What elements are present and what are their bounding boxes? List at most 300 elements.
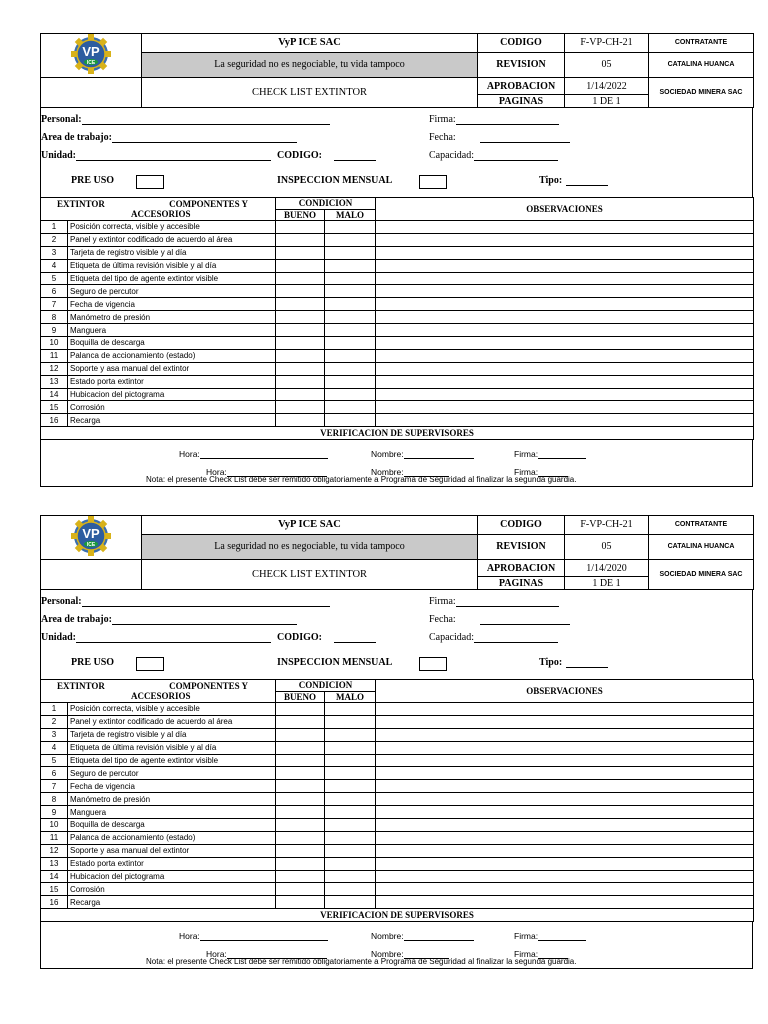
- table-row: [41, 767, 754, 780]
- item-label: Recarga: [68, 414, 276, 427]
- logo-cell: [41, 516, 142, 560]
- item-label: Posición correcta, visible y accesible: [68, 221, 276, 234]
- item-label: Palanca de accionamiento (estado): [68, 831, 276, 844]
- observaciones-cell[interactable]: [376, 285, 754, 298]
- bueno-cell[interactable]: [276, 337, 325, 350]
- bueno-cell[interactable]: [276, 388, 325, 401]
- hora-label: Hora:: [206, 467, 227, 478]
- nombre-label: Nombre:: [371, 949, 404, 960]
- table-row: [41, 414, 754, 427]
- item-number: 11: [41, 349, 68, 362]
- bueno-cell[interactable]: [276, 870, 325, 883]
- item-number: 1: [41, 221, 68, 234]
- inspeccion-label: INSPECCION MENSUAL: [277, 657, 393, 668]
- table-row: [41, 715, 754, 728]
- bueno-cell[interactable]: [276, 298, 325, 311]
- malo-cell[interactable]: [325, 311, 376, 324]
- bueno-cell[interactable]: [276, 259, 325, 272]
- item-number: 6: [41, 285, 68, 298]
- observaciones-header: OBSERVACIONES: [376, 198, 754, 221]
- observaciones-cell[interactable]: [376, 793, 754, 806]
- item-label: Soporte y asa manual del extintor: [68, 844, 276, 857]
- malo-cell[interactable]: [325, 754, 376, 767]
- unidad-field[interactable]: [41, 632, 271, 643]
- codigo-field[interactable]: [277, 632, 376, 643]
- pre-uso-label: PRE USO: [71, 657, 115, 668]
- bueno-cell[interactable]: [276, 362, 325, 375]
- extintor-header: EXTINTOR: [57, 199, 105, 209]
- item-number: 2: [41, 233, 68, 246]
- condicion-header: CONDICION: [276, 680, 376, 692]
- malo-cell[interactable]: [325, 259, 376, 272]
- tipo-field[interactable]: [539, 657, 608, 668]
- item-number: 12: [41, 362, 68, 375]
- observaciones-cell[interactable]: [376, 349, 754, 362]
- malo-cell[interactable]: [325, 375, 376, 388]
- bueno-cell[interactable]: [276, 324, 325, 337]
- item-number: 12: [41, 844, 68, 857]
- inspeccion-checkbox[interactable]: [419, 175, 447, 189]
- item-label: Soporte y asa manual del extintor: [68, 362, 276, 375]
- company-motto: La seguridad no es negociable, tu vida tampoco: [142, 52, 478, 77]
- malo-cell[interactable]: [325, 819, 376, 832]
- malo-cell[interactable]: [325, 298, 376, 311]
- observaciones-cell[interactable]: [376, 780, 754, 793]
- codigo-field-label: CODIGO:: [277, 632, 322, 643]
- personal-field[interactable]: [41, 596, 330, 607]
- malo-cell[interactable]: [325, 896, 376, 909]
- codigo-label: CODIGO: [478, 516, 565, 535]
- bueno-cell[interactable]: [276, 414, 325, 427]
- bueno-cell[interactable]: [276, 375, 325, 388]
- malo-cell[interactable]: [325, 741, 376, 754]
- observaciones-cell[interactable]: [376, 388, 754, 401]
- logo-text: VP: [82, 44, 100, 59]
- item-label: Manguera: [68, 324, 276, 337]
- table-row: [41, 349, 754, 362]
- item-number: 10: [41, 819, 68, 832]
- bueno-cell[interactable]: [276, 715, 325, 728]
- item-label: Fecha de vigencia: [68, 780, 276, 793]
- contratante-value: CATALINA HUANCA: [649, 52, 754, 77]
- malo-cell[interactable]: [325, 780, 376, 793]
- firma-field[interactable]: [429, 596, 559, 607]
- malo-cell[interactable]: [325, 703, 376, 716]
- logo-text: VP: [82, 526, 100, 541]
- observaciones-cell[interactable]: [376, 754, 754, 767]
- observaciones-cell[interactable]: [376, 896, 754, 909]
- item-number: 5: [41, 754, 68, 767]
- aprobacion-label: APROBACION: [478, 78, 565, 95]
- pre-uso-label: PRE USO: [71, 175, 115, 186]
- table-row: [41, 221, 754, 234]
- item-label: Palanca de accionamiento (estado): [68, 349, 276, 362]
- table-row: [41, 703, 754, 716]
- firma-sup-label: Firma:: [514, 467, 539, 478]
- item-number: 8: [41, 793, 68, 806]
- bueno-cell[interactable]: [276, 896, 325, 909]
- observaciones-cell[interactable]: [376, 401, 754, 414]
- tipo-label: Tipo:: [539, 657, 563, 668]
- item-number: 15: [41, 401, 68, 414]
- bueno-cell[interactable]: [276, 703, 325, 716]
- item-label: Hubicacion del pictograma: [68, 388, 276, 401]
- area-label: Area de trabajo:: [41, 132, 112, 143]
- table-row: [41, 754, 754, 767]
- table-row: [41, 819, 754, 832]
- company-name: VyP ICE SAC: [142, 34, 478, 53]
- observaciones-cell[interactable]: [376, 298, 754, 311]
- item-number: 8: [41, 311, 68, 324]
- observaciones-cell[interactable]: [376, 715, 754, 728]
- checklist-sheet-1: [40, 33, 753, 487]
- bueno-cell[interactable]: [276, 272, 325, 285]
- codigo-value: F-VP-CH-21: [565, 34, 649, 53]
- hora-field-1[interactable]: [179, 931, 328, 941]
- unidad-label: Unidad:: [41, 632, 77, 643]
- logo-subtext: ICE: [86, 542, 96, 548]
- item-number: 14: [41, 388, 68, 401]
- bueno-cell[interactable]: [276, 741, 325, 754]
- bueno-header: BUENO: [276, 691, 325, 703]
- table-row: [41, 401, 754, 414]
- item-label: Fecha de vigencia: [68, 298, 276, 311]
- observaciones-cell[interactable]: [376, 728, 754, 741]
- nota-text: Nota: el presente Check List debe ser remitido obligatoriamente a Programa de Seguridad al finalizar la segunda guardia.: [146, 475, 577, 485]
- capacidad-field[interactable]: [429, 632, 558, 643]
- table-row: [41, 728, 754, 741]
- personal-label: Personal:: [41, 596, 82, 607]
- bueno-cell[interactable]: [276, 233, 325, 246]
- item-number: 13: [41, 375, 68, 388]
- bueno-cell[interactable]: [276, 221, 325, 234]
- malo-cell[interactable]: [325, 221, 376, 234]
- item-label: Panel y extintor codificado de acuerdo al área: [68, 715, 276, 728]
- paginas-label: PAGINAS: [478, 577, 565, 590]
- company-logo-icon: [60, 516, 122, 556]
- observaciones-header: OBSERVACIONES: [376, 680, 754, 703]
- document-title: CHECK LIST EXTINTOR: [142, 78, 478, 108]
- item-number: 11: [41, 831, 68, 844]
- pre-uso-checkbox[interactable]: [136, 657, 164, 671]
- malo-cell[interactable]: [325, 715, 376, 728]
- fecha-field[interactable]: [429, 614, 570, 625]
- observaciones-cell[interactable]: [376, 819, 754, 832]
- bueno-cell[interactable]: [276, 311, 325, 324]
- item-number: 5: [41, 272, 68, 285]
- observaciones-cell[interactable]: [376, 324, 754, 337]
- malo-cell[interactable]: [325, 324, 376, 337]
- bueno-cell[interactable]: [276, 728, 325, 741]
- firma-label: Firma:: [429, 596, 456, 607]
- supervisors-section: [40, 922, 753, 969]
- observaciones-cell[interactable]: [376, 703, 754, 716]
- item-number: 6: [41, 767, 68, 780]
- checklist-table: [40, 197, 754, 440]
- item-number: 13: [41, 857, 68, 870]
- bueno-cell[interactable]: [276, 246, 325, 259]
- observaciones-cell[interactable]: [376, 246, 754, 259]
- item-label: Boquilla de descarga: [68, 819, 276, 832]
- table-row: [41, 831, 754, 844]
- malo-cell[interactable]: [325, 401, 376, 414]
- malo-cell[interactable]: [325, 272, 376, 285]
- table-row: [41, 375, 754, 388]
- verificacion-header: VERIFICACION DE SUPERVISORES: [41, 427, 754, 440]
- observaciones-cell[interactable]: [376, 259, 754, 272]
- aprobacion-value: 1/14/2022: [565, 78, 649, 95]
- item-number: 16: [41, 896, 68, 909]
- area-label: Area de trabajo:: [41, 614, 112, 625]
- observaciones-cell[interactable]: [376, 362, 754, 375]
- codigo-field[interactable]: [277, 150, 376, 161]
- bueno-cell[interactable]: [276, 793, 325, 806]
- malo-cell[interactable]: [325, 806, 376, 819]
- malo-cell[interactable]: [325, 883, 376, 896]
- firma-sup-label: Firma:: [514, 931, 539, 942]
- company-name: VyP ICE SAC: [142, 516, 478, 535]
- bueno-cell[interactable]: [276, 857, 325, 870]
- bueno-header: BUENO: [276, 209, 325, 221]
- item-label: Estado porta extintor: [68, 857, 276, 870]
- personal-label: Personal:: [41, 114, 82, 125]
- table-row: [41, 233, 754, 246]
- aprobacion-value: 1/14/2020: [565, 560, 649, 577]
- item-label: Etiqueta de última revisión visible y al día: [68, 259, 276, 272]
- nombre-label: Nombre:: [371, 931, 404, 942]
- observaciones-cell[interactable]: [376, 272, 754, 285]
- supervisors-section: [40, 440, 753, 487]
- bueno-cell[interactable]: [276, 285, 325, 298]
- codigo-label: CODIGO: [478, 34, 565, 53]
- item-number: 7: [41, 780, 68, 793]
- company-logo-icon: [60, 34, 122, 74]
- bueno-cell[interactable]: [276, 349, 325, 362]
- table-row: [41, 324, 754, 337]
- item-label: Manómetro de presión: [68, 311, 276, 324]
- item-label: Estado porta extintor: [68, 375, 276, 388]
- bueno-cell[interactable]: [276, 819, 325, 832]
- tipo-label: Tipo:: [539, 175, 563, 186]
- paginas-value: 1 DE 1: [565, 577, 649, 590]
- hora-label: Hora:: [179, 449, 200, 460]
- item-number: 9: [41, 324, 68, 337]
- bueno-cell[interactable]: [276, 780, 325, 793]
- table-row: [41, 298, 754, 311]
- observaciones-cell[interactable]: [376, 375, 754, 388]
- capacidad-label: Capacidad:: [429, 632, 474, 643]
- malo-cell[interactable]: [325, 285, 376, 298]
- capacidad-field[interactable]: [429, 150, 558, 161]
- observaciones-cell[interactable]: [376, 831, 754, 844]
- componentes-header: COMPONENTES Y: [169, 199, 249, 209]
- item-label: Manómetro de presión: [68, 793, 276, 806]
- components-header: [41, 680, 276, 703]
- tipo-field[interactable]: [539, 175, 608, 186]
- table-row: [41, 259, 754, 272]
- inspeccion-label: INSPECCION MENSUAL: [277, 175, 393, 186]
- malo-cell[interactable]: [325, 388, 376, 401]
- observaciones-cell[interactable]: [376, 767, 754, 780]
- observaciones-cell[interactable]: [376, 221, 754, 234]
- item-label: Posición correcta, visible y accesible: [68, 703, 276, 716]
- malo-cell[interactable]: [325, 793, 376, 806]
- malo-cell[interactable]: [325, 246, 376, 259]
- item-number: 4: [41, 259, 68, 272]
- paginas-value: 1 DE 1: [565, 95, 649, 108]
- item-label: Manguera: [68, 806, 276, 819]
- revision-label: REVISION: [478, 52, 565, 77]
- item-number: 9: [41, 806, 68, 819]
- malo-cell[interactable]: [325, 767, 376, 780]
- accesorios-header: ACCESORIOS: [131, 691, 191, 701]
- revision-value: 05: [565, 52, 649, 77]
- aprobacion-label: APROBACION: [478, 560, 565, 577]
- checklist-sheet-2: [40, 515, 753, 969]
- table-row: [41, 362, 754, 375]
- table-row: [41, 793, 754, 806]
- unidad-field[interactable]: [41, 150, 271, 161]
- observaciones-cell[interactable]: [376, 806, 754, 819]
- item-label: Hubicacion del pictograma: [68, 870, 276, 883]
- observaciones-cell[interactable]: [376, 233, 754, 246]
- nombre-label: Nombre:: [371, 449, 404, 460]
- table-row: [41, 741, 754, 754]
- item-label: Etiqueta del tipo de agente extintor visible: [68, 272, 276, 285]
- table-row: [41, 337, 754, 350]
- logo-cell: [41, 34, 142, 78]
- paginas-label: PAGINAS: [478, 95, 565, 108]
- malo-cell[interactable]: [325, 844, 376, 857]
- item-number: 4: [41, 741, 68, 754]
- contratante-label: CONTRATANTE: [649, 516, 754, 535]
- item-label: Corrosión: [68, 883, 276, 896]
- contratante-value: CATALINA HUANCA: [649, 534, 754, 559]
- observaciones-cell[interactable]: [376, 844, 754, 857]
- company-motto: La seguridad no es negociable, tu vida tampoco: [142, 534, 478, 559]
- hora-field-1[interactable]: [179, 449, 328, 459]
- item-number: 3: [41, 246, 68, 259]
- codigo-field-label: CODIGO:: [277, 150, 322, 161]
- firma-field[interactable]: [429, 114, 559, 125]
- fecha-label: Fecha:: [429, 132, 456, 143]
- observaciones-cell[interactable]: [376, 311, 754, 324]
- item-number: 16: [41, 414, 68, 427]
- item-number: 7: [41, 298, 68, 311]
- bueno-cell[interactable]: [276, 883, 325, 896]
- table-row: [41, 883, 754, 896]
- item-number: 2: [41, 715, 68, 728]
- bueno-cell[interactable]: [276, 831, 325, 844]
- table-row: [41, 870, 754, 883]
- pre-uso-checkbox[interactable]: [136, 175, 164, 189]
- document-title: CHECK LIST EXTINTOR: [142, 560, 478, 590]
- contratante-label: CONTRATANTE: [649, 34, 754, 53]
- table-row: [41, 857, 754, 870]
- observaciones-cell[interactable]: [376, 857, 754, 870]
- firma-sup-field-1[interactable]: [514, 931, 586, 941]
- extintor-header: EXTINTOR: [57, 681, 105, 691]
- condicion-header: CONDICION: [276, 198, 376, 210]
- item-number: 1: [41, 703, 68, 716]
- malo-cell[interactable]: [325, 349, 376, 362]
- codigo-value: F-VP-CH-21: [565, 516, 649, 535]
- revision-label: REVISION: [478, 534, 565, 559]
- bueno-cell[interactable]: [276, 806, 325, 819]
- sociedad-label: SOCIEDAD MINERA SAC: [649, 78, 754, 108]
- item-label: Corrosión: [68, 401, 276, 414]
- sociedad-label: SOCIEDAD MINERA SAC: [649, 560, 754, 590]
- observaciones-cell[interactable]: [376, 870, 754, 883]
- malo-header: MALO: [325, 691, 376, 703]
- malo-cell[interactable]: [325, 728, 376, 741]
- observaciones-cell[interactable]: [376, 414, 754, 427]
- firma-sup-label: Firma:: [514, 949, 539, 960]
- componentes-header: COMPONENTES Y: [169, 681, 249, 691]
- observaciones-cell[interactable]: [376, 883, 754, 896]
- nombre-field-1[interactable]: [371, 931, 474, 941]
- item-label: Recarga: [68, 896, 276, 909]
- firma-sup-field-1[interactable]: [514, 449, 586, 459]
- bueno-cell[interactable]: [276, 401, 325, 414]
- bueno-cell[interactable]: [276, 754, 325, 767]
- area-field[interactable]: [41, 614, 297, 625]
- header-table: [40, 33, 754, 108]
- item-number: 10: [41, 337, 68, 350]
- bueno-cell[interactable]: [276, 767, 325, 780]
- personal-field[interactable]: [41, 114, 330, 125]
- item-label: Tarjeta de registro visible y al día: [68, 246, 276, 259]
- fecha-label: Fecha:: [429, 614, 456, 625]
- item-number: 3: [41, 728, 68, 741]
- info-form: [40, 590, 753, 679]
- hora-label: Hora:: [179, 931, 200, 942]
- table-row: [41, 388, 754, 401]
- malo-cell[interactable]: [325, 362, 376, 375]
- fecha-field[interactable]: [429, 132, 570, 143]
- firma-label: Firma:: [429, 114, 456, 125]
- malo-cell[interactable]: [325, 337, 376, 350]
- observaciones-cell[interactable]: [376, 337, 754, 350]
- item-label: Boquilla de descarga: [68, 337, 276, 350]
- malo-cell[interactable]: [325, 233, 376, 246]
- malo-cell[interactable]: [325, 870, 376, 883]
- inspeccion-checkbox[interactable]: [419, 657, 447, 671]
- item-label: Seguro de percutor: [68, 285, 276, 298]
- nombre-field-1[interactable]: [371, 449, 474, 459]
- table-row: [41, 272, 754, 285]
- table-row: [41, 311, 754, 324]
- checklist-table: [40, 679, 754, 922]
- accesorios-header: ACCESORIOS: [131, 209, 191, 219]
- info-form: [40, 108, 753, 197]
- malo-cell[interactable]: [325, 414, 376, 427]
- item-number: 15: [41, 883, 68, 896]
- hora-label: Hora:: [206, 949, 227, 960]
- observaciones-cell[interactable]: [376, 741, 754, 754]
- bueno-cell[interactable]: [276, 844, 325, 857]
- malo-cell[interactable]: [325, 831, 376, 844]
- area-field[interactable]: [41, 132, 297, 143]
- revision-value: 05: [565, 534, 649, 559]
- item-number: 14: [41, 870, 68, 883]
- components-header: [41, 198, 276, 221]
- malo-cell[interactable]: [325, 857, 376, 870]
- logo-subtext: ICE: [86, 60, 96, 66]
- header-table: [40, 515, 754, 590]
- item-label: Etiqueta de última revisión visible y al día: [68, 741, 276, 754]
- table-row: [41, 285, 754, 298]
